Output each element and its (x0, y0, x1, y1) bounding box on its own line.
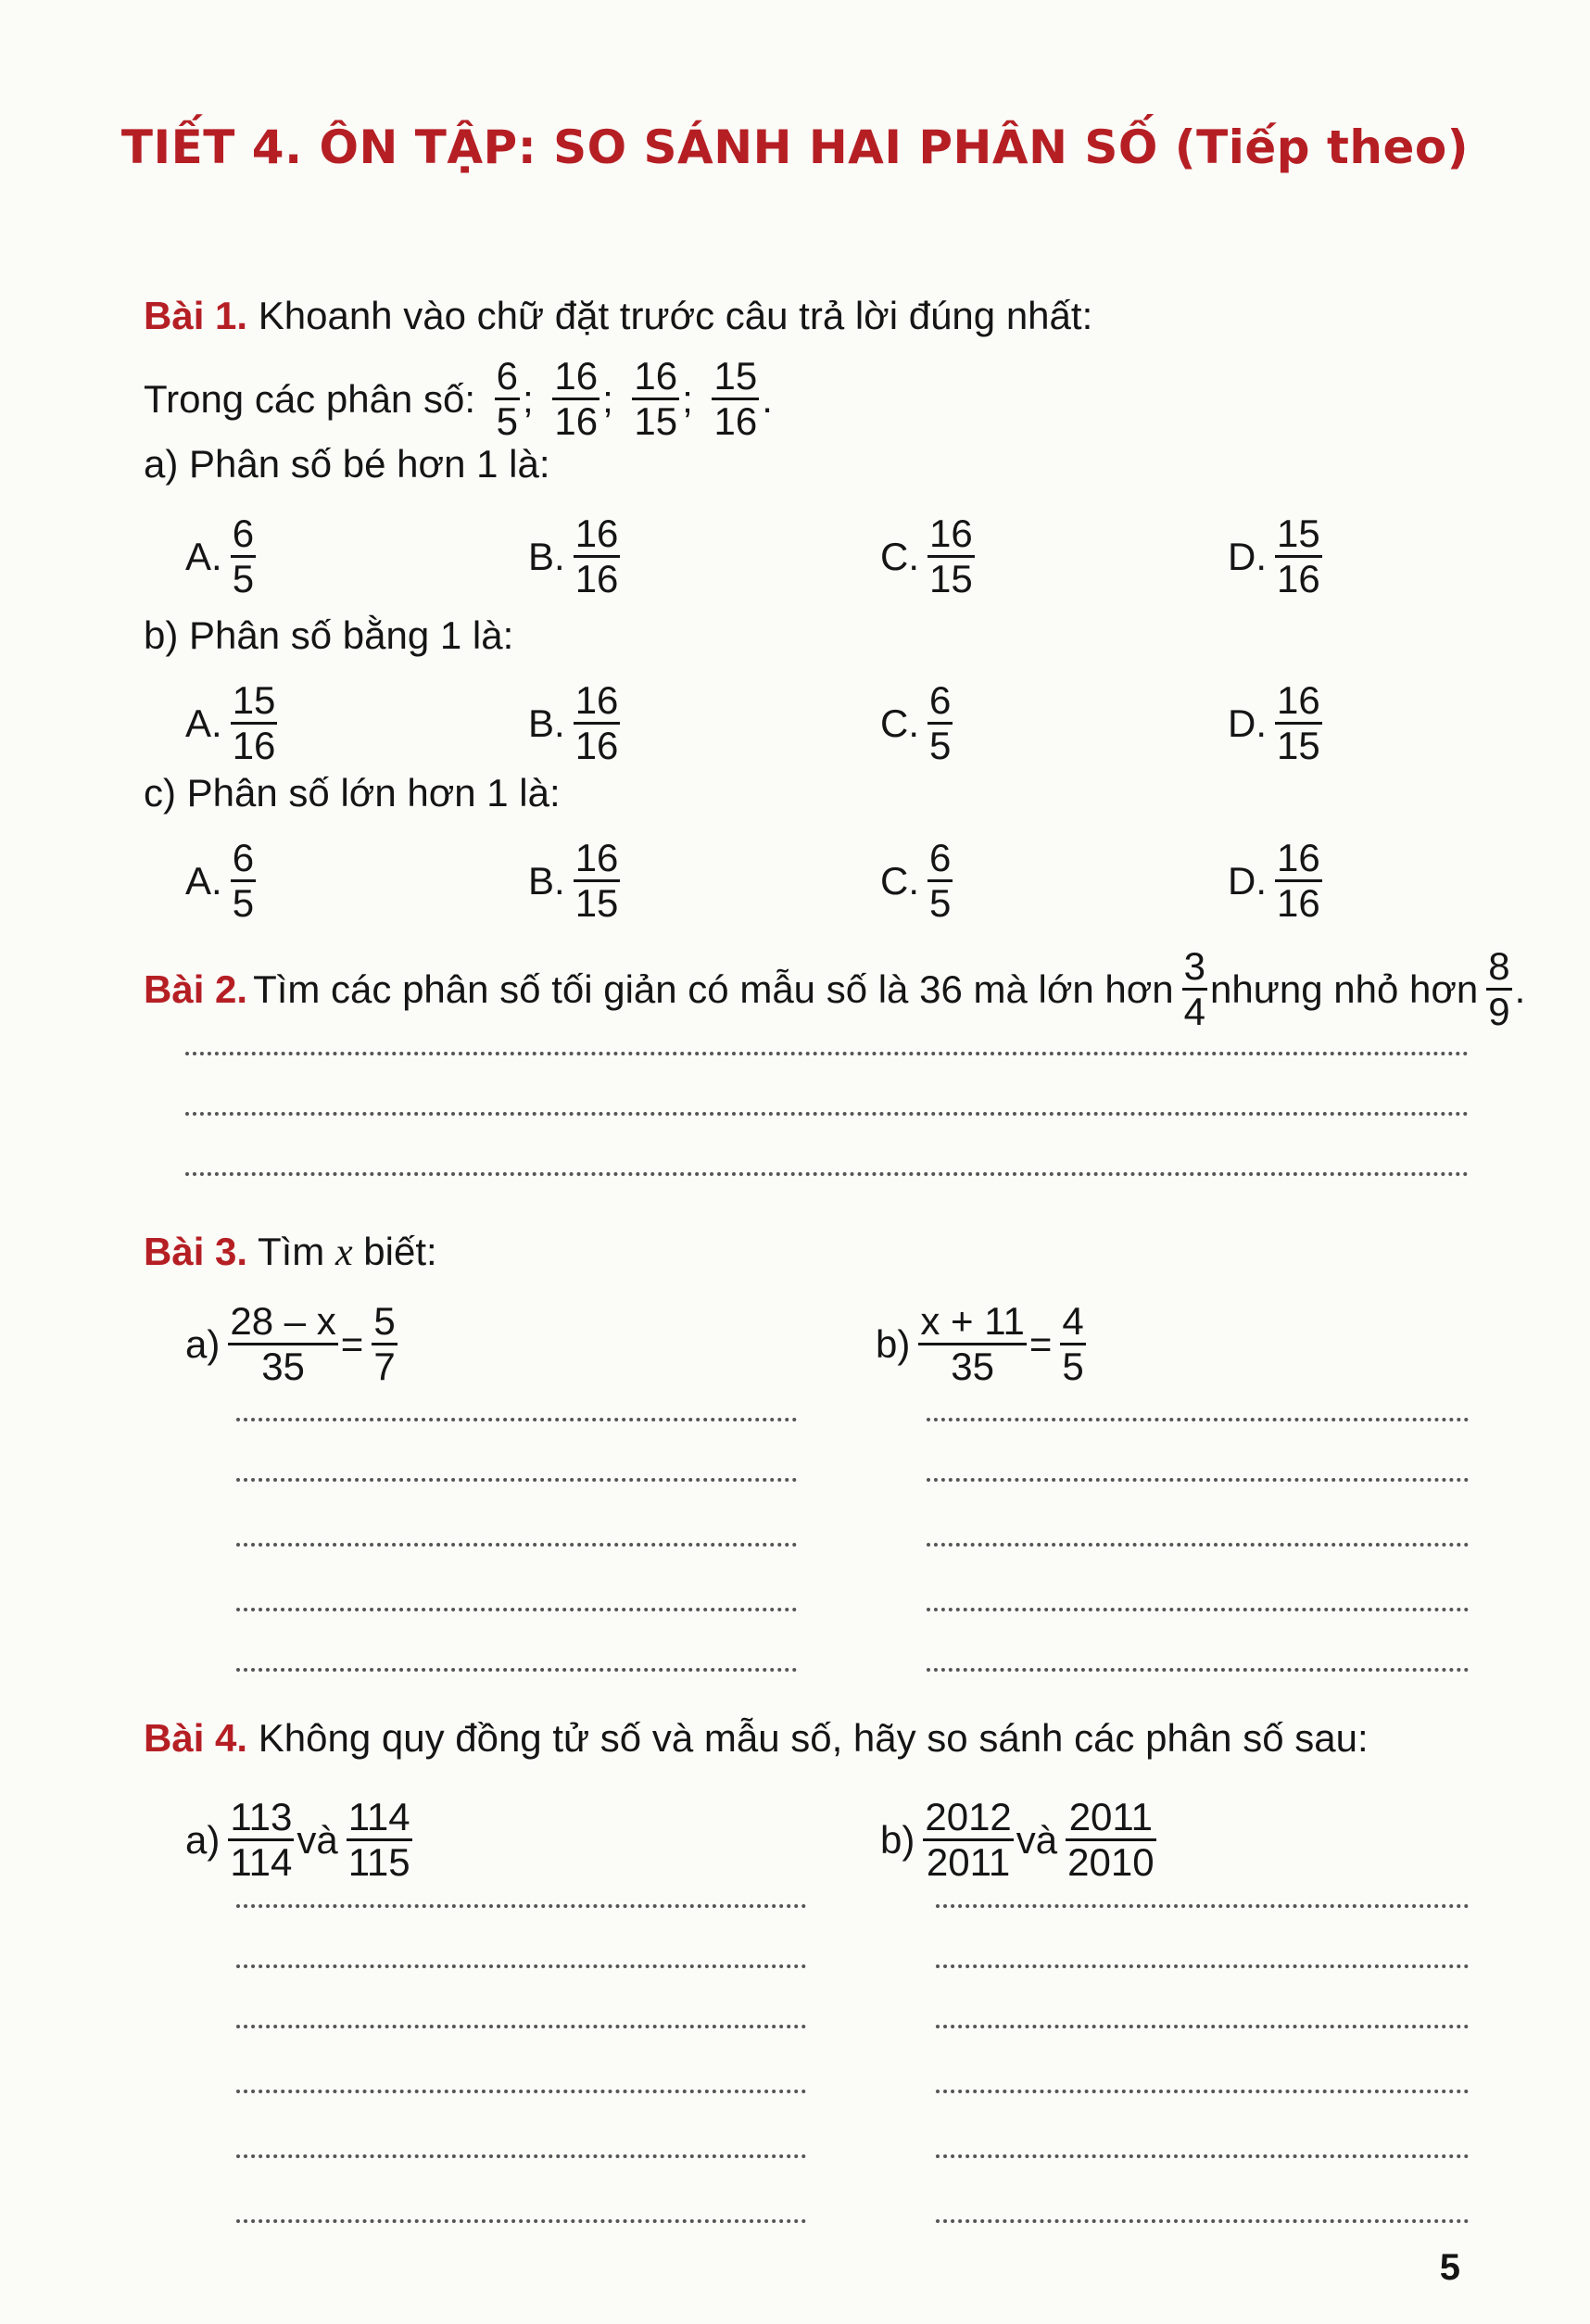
answer-line[interactable] (936, 2154, 1469, 2158)
answer-line[interactable] (927, 1668, 1469, 1672)
answer-line[interactable] (236, 1543, 797, 1547)
answer-line[interactable] (927, 1418, 1469, 1421)
bai3-heading: Bài 3. (144, 1230, 248, 1273)
bai3-prompt: Bài 3. Tìm x biết: (144, 1230, 437, 1274)
bai2-prompt: Bài 2. Tìm các phân số tối giản có mẫu số là 36 mà lớn hơn $\frac{3}{4}$ nhưng nhỏ hơn $\frac{8}{9}$ . (144, 944, 1526, 1033)
bai2-text: Tìm các phân số tối giản có mẫu số là 36 mà lớn hơn (253, 966, 1174, 1011)
option-a[interactable]: A. $\frac{6}{5}$ (185, 512, 255, 600)
answer-line[interactable] (936, 2090, 1469, 2093)
bai3-equation-a: a) $\frac{28 - x}{35}$ = $\frac{5}{7}$ (185, 1299, 396, 1388)
bai1-intro: Trong các phân số: (144, 376, 475, 421)
answer-line[interactable] (185, 1172, 1469, 1176)
bai1-fraction-list: Trong các phân số: $\frac{6}{5}$ ; $\frac{16}{16}$ ; $\frac{16}{15}$ ; $\frac{15}{16}$ . (144, 354, 773, 443)
fraction: $\frac{8}{9}$ (1488, 944, 1510, 1033)
bai2-heading: Bài 2. (144, 966, 248, 1011)
bai1-question-b: b) Phân số bằng 1 là: (144, 613, 514, 657)
option-c[interactable]: C. $\frac{16}{15}$ (880, 512, 973, 600)
answer-line[interactable] (185, 1112, 1469, 1116)
bai4-prompt (144, 1716, 1369, 1760)
option-a[interactable]: A. $\frac{6}{5}$ (185, 836, 255, 925)
fraction: $\frac{6}{5}$ (496, 354, 519, 443)
fraction: $\frac{15}{16}$ (713, 354, 758, 443)
option-b[interactable]: B. $\frac{16}{16}$ (528, 512, 619, 600)
page-title: TIẾT 4. ÔN TẬP: SO SÁNH HAI PHÂN SỐ (Tiếp theo) (120, 120, 1470, 174)
answer-line[interactable] (936, 1964, 1469, 1968)
bai4-text: Không quy đồng tử số và mẫu số, hãy so sánh các phân số sau: (258, 1716, 1369, 1760)
option-c[interactable]: C. $\frac{6}{5}$ (880, 836, 952, 925)
bai4-comparison-b: b) $\frac{2012}{2011}$ và $\frac{2011}{2010}$ (880, 1795, 1155, 1884)
option-d[interactable]: D. $\frac{16}{15}$ (1228, 678, 1320, 767)
answer-line[interactable] (927, 1608, 1469, 1611)
answer-line[interactable] (236, 1904, 806, 1908)
bai2-text: nhưng nhỏ hơn (1210, 966, 1479, 1011)
answer-line[interactable] (236, 1478, 797, 1482)
bai1-heading: Bài 1. (144, 294, 248, 337)
option-d[interactable]: D. $\frac{16}{16}$ (1228, 836, 1320, 925)
variable-x: x (334, 1231, 353, 1274)
page-number: 5 (1439, 2247, 1460, 2288)
answer-line[interactable] (236, 2154, 806, 2158)
answer-line[interactable] (927, 1478, 1469, 1482)
bai1-question-c: c) Phân số lớn hơn 1 là: (144, 771, 561, 815)
bai1-instruction: Khoanh vào chữ đặt trước câu trả lời đúng nhất: (258, 294, 1093, 337)
bai4-heading: Bài 4. (144, 1716, 248, 1760)
answer-line[interactable] (236, 1964, 806, 1968)
answer-line[interactable] (236, 1668, 797, 1672)
answer-line[interactable] (236, 1418, 797, 1421)
answer-line[interactable] (236, 2219, 806, 2223)
bai3-equation-b: b) $\frac{x + 11}{35}$ = $\frac{4}{5}$ (876, 1299, 1084, 1388)
option-a[interactable]: A. $\frac{15}{16}$ (185, 678, 276, 767)
option-d[interactable]: D. $\frac{15}{16}$ (1228, 512, 1320, 600)
answer-line[interactable] (236, 2025, 806, 2028)
bai4-comparison-a: a) $\frac{113}{114}$ và $\frac{114}{115}$ (185, 1795, 410, 1884)
answer-line[interactable] (927, 1543, 1469, 1547)
option-c[interactable]: C. $\frac{6}{5}$ (880, 678, 952, 767)
answer-line[interactable] (936, 1904, 1469, 1908)
bai1-instruction-line (144, 294, 1093, 337)
fraction: $\frac{3}{4}$ (1183, 944, 1206, 1033)
option-b[interactable]: B. $\frac{16}{15}$ (528, 836, 619, 925)
fraction: $\frac{16}{15}$ (634, 354, 678, 443)
answer-line[interactable] (236, 2090, 806, 2093)
option-b[interactable]: B. $\frac{16}{16}$ (528, 678, 619, 767)
fraction: $\frac{16}{16}$ (554, 354, 599, 443)
answer-line[interactable] (185, 1052, 1469, 1055)
answer-line[interactable] (936, 2219, 1469, 2223)
answer-line[interactable] (936, 2025, 1469, 2028)
answer-line[interactable] (236, 1608, 797, 1611)
bai1-question-a: a) Phân số bé hơn 1 là: (144, 442, 550, 486)
